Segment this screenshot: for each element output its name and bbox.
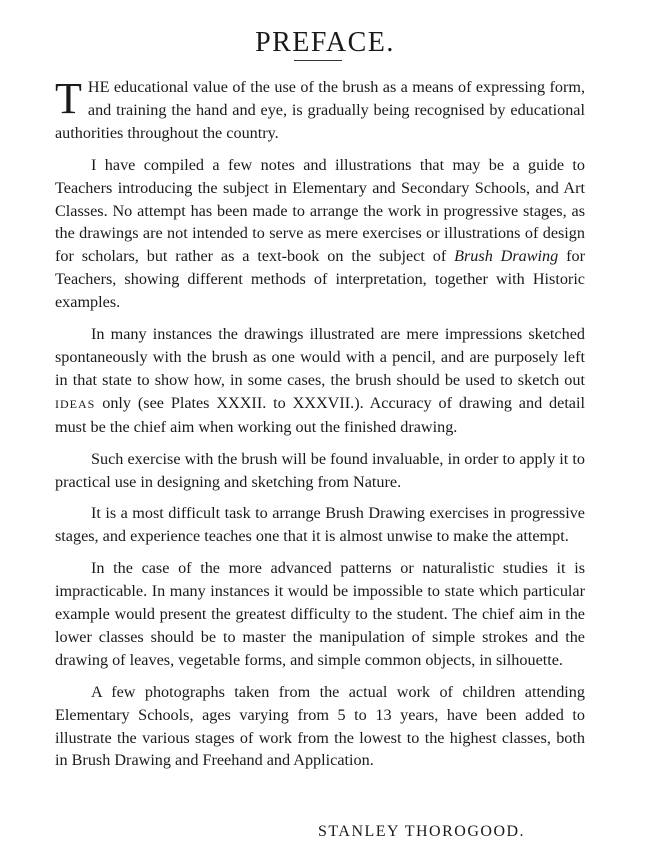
ideas-smallcaps: IDEAS xyxy=(55,396,96,411)
preface-body xyxy=(55,76,585,781)
paragraph-3-text-a: In many instances the drawings illustrated are mere impressions sketched spontaneously with the brush as one would with a pencil, and are purposely left in that state to show how, in some cases, the brush should be used to sketch out xyxy=(55,325,585,389)
paragraph-1 xyxy=(55,76,585,145)
paragraph-3 xyxy=(55,323,585,439)
author-signature: STANLEY THOROGOOD. xyxy=(318,823,526,840)
paragraph-2-text-b: for Teachers, showing different methods of interpretation, together with Historic examples. xyxy=(55,247,585,312)
paragraph-2 xyxy=(55,154,585,314)
drop-cap: T xyxy=(55,74,82,123)
paragraph-7: A few photographs taken from the actual work of children attending Elementary Schools, ages varying from 5 to 13 years, have been added to illustrate the various stages of work from the lowest to the highest classes, both in Brush Drawing and Freehand and Application. xyxy=(55,682,585,770)
paragraph-5: It is a most difficult task to arrange Brush Drawing exercises in progressive stages, and experience teaches one that it is almost unwise to make the attempt. xyxy=(55,504,585,546)
paragraph-2-text-a: I have compiled a few notes and illustrations that may be a guide to Teachers introducing the subject in Elementary and Secondary Schools, and Art Classes. No attempt has been made to arrange the work in progressive stages, as the drawings are not intended to serve as mere exercises or illustrations of design for scholars, but rather as a text-book on the subject of xyxy=(55,155,585,266)
title-rule xyxy=(294,60,342,61)
page-title: PREFACE. xyxy=(255,26,395,58)
paragraph-6: In the case of the more advanced patterns or naturalistic studies it is impracticable. In many instances it would be impossible to state which particular example would present the greatest difficulty to the student. The chief aim in the lower classes should be to master the manipulation of simple strokes and the drawing of leaves, vegetable forms, and simple common objects, in silhouette. xyxy=(55,559,585,669)
paragraph-1-text: HE educational value of the use of the brush as a means of expressing form, and training the hand and eye, is gradually being recognised by educational authorities throughout the country. xyxy=(55,78,585,142)
brush-drawing-emphasis: Brush Drawing xyxy=(454,247,559,266)
paragraph-3-text-b: only (see Plates XXXII. to XXXVII.). Accuracy of drawing and detail must be the chief aim when working out the finished drawing. xyxy=(55,393,585,436)
paragraph-4: Such exercise with the brush will be found invaluable, in order to apply it to practical use in designing and sketching from Nature. xyxy=(55,449,585,491)
